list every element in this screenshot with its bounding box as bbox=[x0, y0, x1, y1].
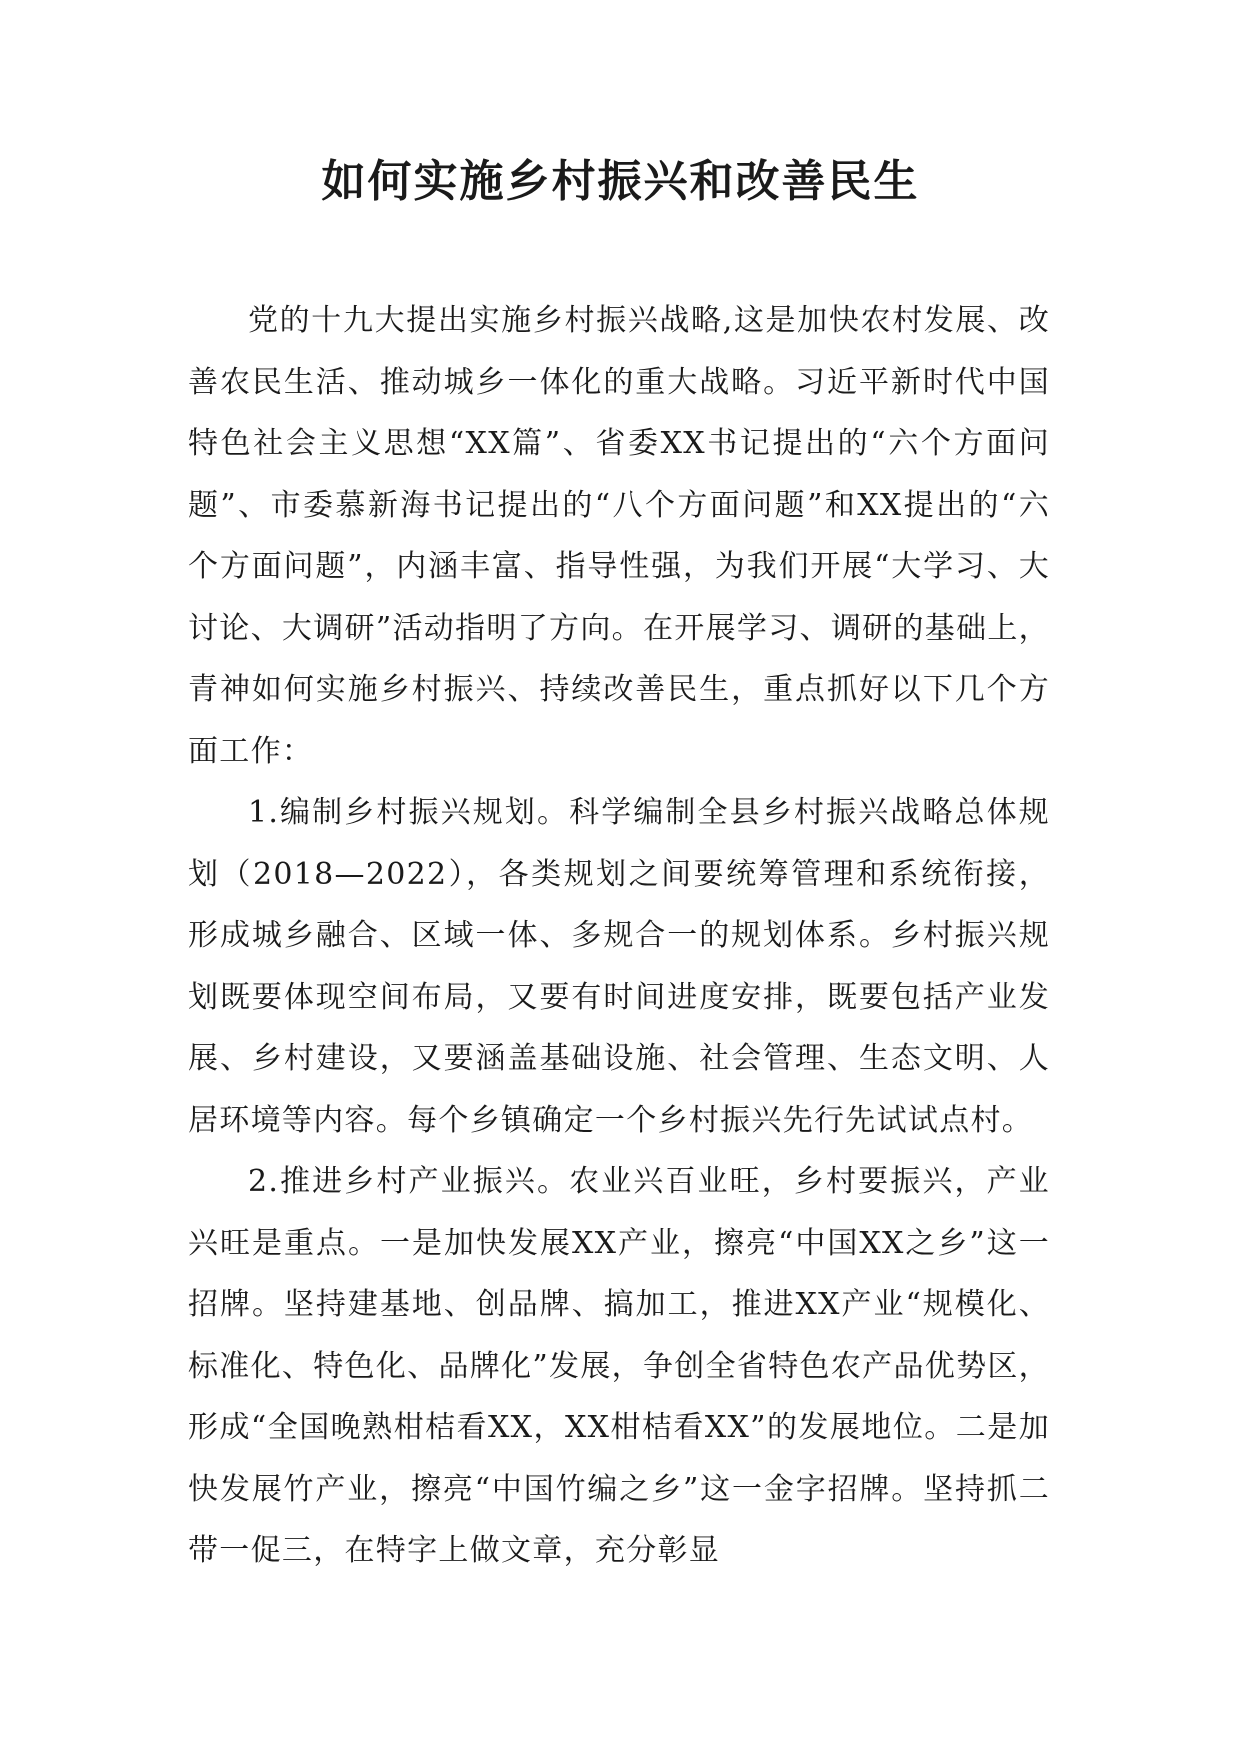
paragraph-section-2: 2.推进乡村产业振兴。农业兴百业旺，乡村要振兴，产业兴旺是重点。一是加快发展XX产业，擦亮“中国XX之乡”这一招牌。坚持建基地、创品牌、搞加工，推进XX产业“规模化、标准化、特色化、品牌化”发展，争创全省特色农产品优势区，形成“全国晚熟柑桔看XX，XX柑桔看XX”的发展地位。二是加快发展竹产业，擦亮“中国竹编之乡”这一金字招牌。坚持抓二带一促三，在特字上做文章，充分彰显 bbox=[188, 1164, 1050, 1568]
paragraph-section-1: 1.编制乡村振兴规划。科学编制全县乡村振兴战略总体规划（2018—2022），各类规划之间要统筹管理和系统衔接，形成城乡融合、区域一体、多规合一的规划体系。乡村振兴规划既要体现空间布局，又要有时间进度安排，既要包括产业发展、乡村建设，又要涵盖基础设施、社会管理、生态文明、人居环境等内容。每个乡镇确定一个乡村振兴先行先试试点村。 bbox=[188, 795, 1050, 1138]
document-body bbox=[188, 290, 1050, 1582]
paragraph-intro: 党的十九大提出实施乡村振兴战略,这是加快农村发展、改善农民生活、推动城乡一体化的重大战略。习近平新时代中国特色社会主义思想“XX篇”、省委XX书记提出的“六个方面问题”、市委慕新海书记提出的“八个方面问题”和XX提出的“六个方面问题”，内涵丰富、指导性强，为我们开展“大学习、大讨论、大调研”活动指明了方向。在开展学习、调研的基础上，青神如何实施乡村振兴、持续改善民生，重点抓好以下几个方面工作： bbox=[188, 303, 1050, 769]
document-title: 如何实施乡村振兴和改善民生 bbox=[321, 156, 920, 207]
